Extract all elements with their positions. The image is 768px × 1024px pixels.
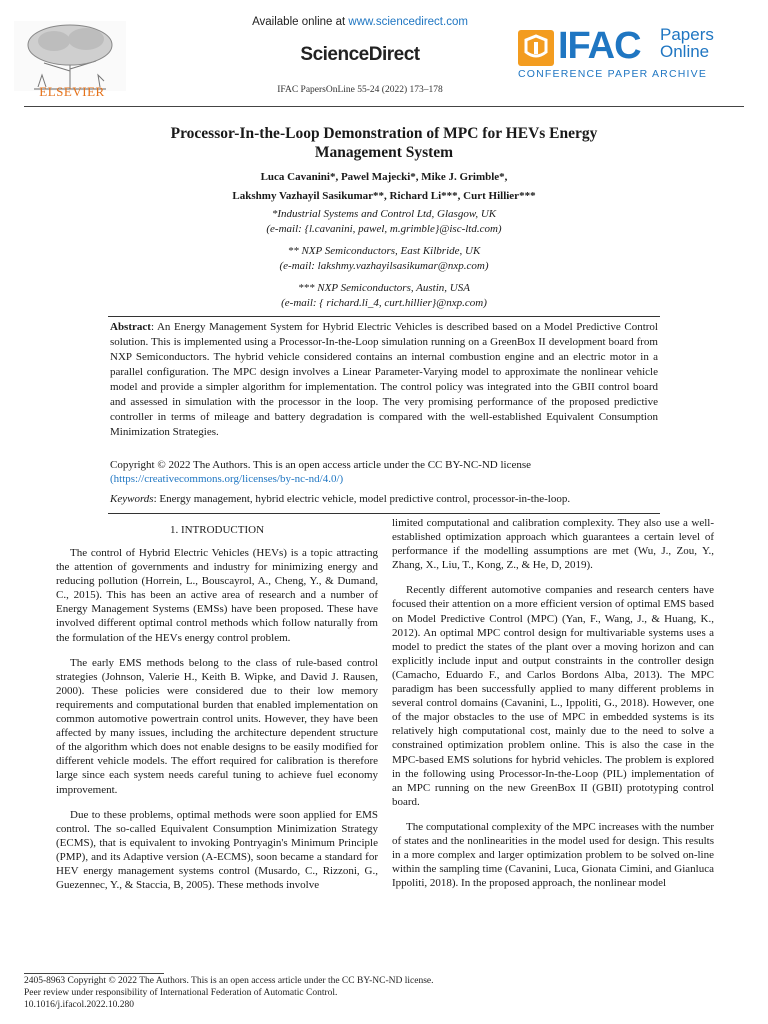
ifac-papers-word: Papers — [660, 25, 714, 44]
abstract-text: : An Energy Management System for Hybrid Electric Vehicles is described based on a Model Predictive Control solution. This is implemented using a Processor-In-the-Loop simulation running on a GreenBox II development board from NXP Semiconductors. The hybrid vehicle considered contains an internal combustion engine and an electric motor in a parallel configuration. The MPC design involves a Linear Parameter-Varying model to approximate the nonlinear vehicle model and provide a simpler algorithm for implementation. The control policy was integrated into the GBII control board and assessed in simulation with the processor in the loop. The very promising performance of the proposed predictive controller in terms of mileage and battery degradation is compared with the well-established Equivalent Consumption Minimization Strategies. — [110, 321, 658, 438]
authors-line-1: Luca Cavanini*, Pawel Majecki*, Mike J. Grimble*, — [260, 171, 508, 183]
keywords — [110, 492, 658, 506]
journal-reference: IFAC PapersOnLine 55-24 (2022) 173–178 — [277, 85, 443, 95]
affiliation-2 — [100, 244, 668, 274]
abstract-label: Abstract — [110, 321, 151, 333]
footer-peer-review: Peer review under responsibility of International Federation of Automatic Control. — [24, 988, 338, 998]
elsevier-wordmark: ELSEVIER — [39, 84, 105, 99]
copyright-notice — [110, 458, 658, 486]
authors-line-2: Lakshmy Vazhayil Sasikumar**, Richard Li***, Curt Hillier*** — [232, 190, 536, 202]
affiliation-3 — [100, 281, 668, 311]
footer-issn-copyright: 2405-8963 Copyright © 2022 The Authors. This is an open access article under the CC BY-NC-ND license. — [24, 976, 434, 986]
paragraph: limited computational and calibration complexity. They also use a well-established optimization approach which guarantees a certain level of performance if the modelling assumptions are met (Wu, J., Zou, Y., Zhang, X., Liu, T., Kong, Z., & He, D, 2019). — [392, 517, 714, 572]
license-link[interactable]: (https://creativecommons.org/licenses/by-nc-nd/4.0/) — [110, 473, 344, 485]
keywords-label: Keywords — [110, 493, 154, 505]
affiliation-1 — [100, 207, 668, 237]
paper-title — [100, 124, 668, 162]
author-list — [100, 168, 668, 206]
affiliation-name: *Industrial Systems and Control Ltd, Glasgow, UK — [271, 208, 497, 220]
section-heading-introduction: 1. INTRODUCTION — [169, 524, 265, 536]
abstract — [110, 320, 658, 440]
sciencedirect-link[interactable]: www.sciencedirect.com — [348, 16, 468, 28]
affiliation-name: *** NXP Semiconductors, Austin, USA — [298, 282, 470, 294]
ifac-wordmark: IFAC — [558, 25, 641, 67]
available-online-line — [230, 16, 490, 28]
footer — [24, 975, 744, 1011]
affiliation-email: (e-mail: {l.cavanini, pawel, m.grimble}@isc-ltd.com) — [266, 223, 502, 235]
paragraph: Due to these problems, optimal methods were soon applied for EMS control. The so-called Equivalent Consumption Minimization Strategy (ECMS), that is equivalent to invoking Pontryagin's Minimum Principle (PMP), and its Adaptive version (A-ECMS), soon became a standard for HEV energy management systems control (Musardo, C., Rizzoni, G., Guezennec, Y., & Staccia, B, 2005). These methods involve — [56, 808, 378, 892]
header-divider — [24, 106, 744, 107]
copyright-text: Copyright © 2022 The Authors. This is an open access article under the CC BY-NC-ND license — [110, 459, 531, 471]
title-line-1: Processor-In-the-Loop Demonstration of MPC for HEVs Energy — [170, 125, 598, 142]
ifac-papers-online — [660, 26, 714, 60]
ifac-online-word: Online — [660, 42, 710, 61]
ifac-emblem-icon — [518, 30, 554, 66]
footer-doi[interactable]: 10.1016/j.ifacol.2022.10.280 — [24, 1000, 135, 1010]
sciencedirect-wordmark: ScienceDirect — [300, 44, 420, 65]
ifac-archive-tagline: CONFERENCE PAPER ARCHIVE — [518, 68, 708, 80]
footer-divider — [24, 973, 164, 974]
title-line-2: Management System — [314, 144, 454, 161]
paragraph: Recently different automotive companies and research centers have focused their attention on a more efficient version of optimal EMS based on Model Predictive Control (MPC) (Yan, F., Wang, J., & Huang, K., 2012). An optimal MPC control design for multivariable systems uses a model to predict the states of the plant over a moving horizon and can explicitly include input and output constraints in the controller design (Camacho, Eduardo F., and Carlos Bordons Alba, 2013). The MPC paradigm has been successfully applied to many different problems in several control domains (Cavanini, L., Ippoliti, G., 2018). However, one of the major obstacles to the use of MPC in embedded systems is its relatively high computational cost, mainly due to the need to solve a constrained optimization problem online. This is also the case in the MPC-based EMS solutions for hybrid vehicles. The problem is explored in the following using Processor-In-the-Loop (PIL) implementation of an MPC running on the new GreenBox II (GBII) prototyping control board. — [392, 584, 714, 808]
left-column — [56, 546, 378, 903]
right-column — [392, 516, 714, 901]
affiliation-email: (e-mail: lakshmy.vazhayilsasikumar@nxp.com) — [279, 260, 489, 272]
paragraph: The computational complexity of the MPC increases with the number of states and the nonlinearities in the model used for design. This results in a more complex and larger optimization problem to be solved on-line within the sampling time (Cavanini, Luca, Gionata Cimini, and Gianluca Ippoliti, 2018). In the proposed approach, the nonlinear model — [392, 820, 714, 890]
keywords-text: : Energy management, hybrid electric vehicle, model predictive control, processor-in-the-loop. — [153, 493, 571, 505]
affiliation-email: (e-mail: { richard.li_4, curt.hillier}@nxp.com) — [281, 297, 487, 309]
affiliation-name: ** NXP Semiconductors, East Kilbride, UK — [287, 245, 481, 257]
paragraph: The control of Hybrid Electric Vehicles (HEVs) is a topic attracting the attention of governments and industry for minimizing energy and reducing pollution (Horrein, L., Bouscayrol, A., Cheng, Y., & Dumand, C., 2015). This has been an active area of research and a number of Energy Management Systems (EMSs) have been proposed. These have involved different optimal control methods which follow naturally from the formulation of the HEVs energy control problem. — [56, 547, 378, 644]
available-prefix: Available online at — [252, 16, 349, 28]
paragraph: The early EMS methods belong to the class of rule-based control strategies (Johnson, Valerie H., Keith B. Wipke, and David J. Rausen, 2000). These policies were considered due to their low memory requirements and computational burden that enabled implementation on common automotive powertrain control units. However, they have been affected by many issues, including the architecture dependent structure of the algorithm which does not enable designs to be easily modified for different vehicle models. The effort required for calibration is therefore large since each system needs careful tuning to achieve fuel economy improvement. — [56, 656, 378, 796]
